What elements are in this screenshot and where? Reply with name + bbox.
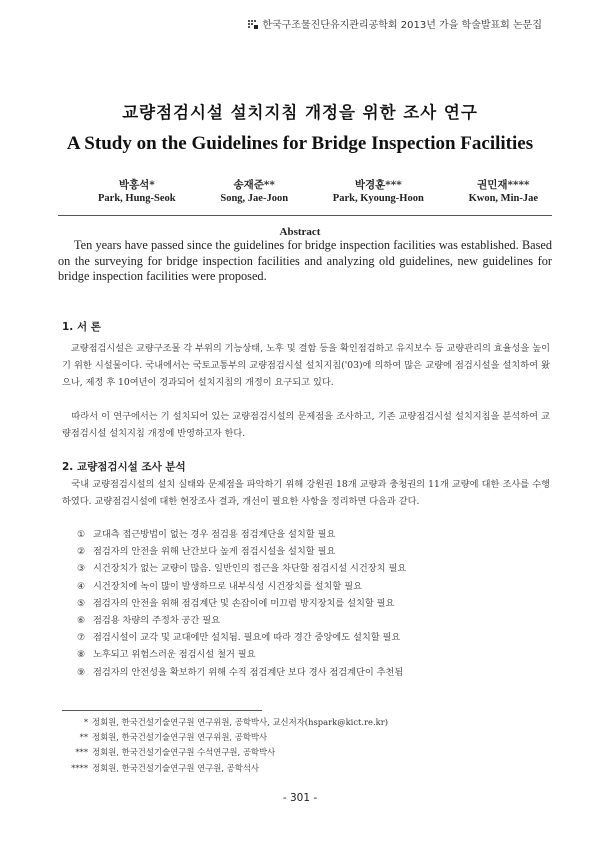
item-number: ③ (77, 563, 86, 575)
conference-mark-icon (248, 19, 258, 29)
author-name-english: Song, Jae-Joon (220, 193, 289, 204)
item-number: ⑦ (77, 632, 86, 644)
footnote-divider (62, 710, 262, 711)
footnote (62, 730, 388, 745)
paper-title-korean: 교량점검시설 설치지침 개정을 위한 조사 연구 (122, 103, 478, 122)
author (98, 177, 176, 204)
footnote (62, 715, 388, 730)
footnote-text: 정회원, 한국건설기술연구원 연구위원, 공학박사 (92, 732, 268, 743)
list-item (77, 646, 406, 663)
footnote-mark: * (83, 717, 88, 727)
running-title: 한국구조물진단유지관리공학회 2013년 가을 학술발표회 논문집 (262, 20, 542, 31)
list-item (77, 560, 406, 577)
author-name-english: Kwon, Min-Jae (468, 193, 538, 204)
running-header (248, 16, 542, 31)
author-name-korean: 송재준** (233, 179, 275, 191)
author-name-korean: 권민재**** (477, 179, 530, 191)
item-text: 점검자의 안전성을 확보하기 위해 수직 점검계단 보다 경사 점검계단이 추천됨 (93, 666, 404, 678)
intro-paragraph (62, 341, 550, 391)
author-name-english: Park, Kyoung-Hoon (332, 193, 424, 204)
footnote-text: 정회원, 한국건설기술연구원 수석연구원, 공학박사 (92, 747, 276, 758)
author-name-korean: 박경훈*** (354, 179, 402, 191)
abstract-heading: Abstract (279, 226, 321, 238)
list-item (77, 543, 406, 560)
item-text: 점검시설이 교각 및 교대에만 설치됨. 필요에 따라 경간 중앙에도 설치할 필요 (93, 632, 401, 644)
item-text: 시건장치가 없는 교량이 많음. 일반인의 접근을 차단할 점검시설 시건장치 필요 (93, 563, 407, 575)
footnote-text: 정회원, 한국건설기술연구원 연구원, 공학석사 (92, 762, 260, 773)
footnote (62, 761, 388, 776)
footnote-text: 정회원, 한국건설기술연구원 연구위원, 공학박사, 교신저자(hspark@kict.re.kr) (92, 717, 389, 727)
paragraph-text: 따라서 이 연구에서는 기 설치되어 있는 교량점검시설의 문제점을 조사하고, 기존 교량점검시설 설치지침을 분석하여 교량점검시설 설치지침 개정에 반영하고자 한다. (62, 411, 550, 439)
intro-paragraph (62, 409, 550, 443)
item-text: 시건장치에 녹이 많이 발생하므로 내부식성 시건장치를 설치할 필요 (93, 580, 362, 592)
item-text: 점검자의 안전을 위해 난간보다 높게 점검시설을 설치할 필요 (93, 546, 336, 558)
item-text: 교대측 접근방법이 없는 경우 점검용 점검계단을 설치할 필요 (93, 529, 336, 540)
item-text: 점검용 차량의 주정차 공간 필요 (93, 615, 221, 627)
section-heading-introduction: 1. 서 론 (62, 321, 101, 333)
footnote-list (62, 715, 388, 776)
item-number: ④ (77, 580, 86, 592)
item-number: ⑨ (77, 666, 86, 678)
section-heading-survey: 2. 교량점검시설 조사 분석 (62, 461, 186, 473)
author (333, 177, 424, 204)
abstract-body: Ten years have passed since the guidelines for bridge inspection facilities was established. Based on the surveying for bridge inspection facilities and analyzing old guidelines, new guidelines for bridge inspection facilities were proposed. (58, 238, 552, 283)
footnote-mark: **** (71, 762, 88, 773)
item-number: ② (77, 546, 86, 558)
paragraph-text: 국내 교량점검시설의 설치 실태와 문제점을 파악하기 위해 강원권 18개 교량과 충청권의 11개 교량에 대한 조사를 수행하였다. 교량점검시설에 대한 현장조사 결과, 개선이 필요한 사항을 정리하면 다음과 같다. (62, 479, 550, 507)
improvement-list (77, 526, 406, 681)
author-name-english: Park, Hung-Seok (98, 193, 176, 204)
item-number: ⑥ (77, 615, 86, 627)
footnote (62, 745, 388, 760)
author-name-korean: 박홍석* (118, 179, 155, 191)
author-list (98, 177, 538, 204)
list-item (77, 629, 406, 646)
survey-paragraph (62, 477, 550, 511)
author-divider (58, 215, 552, 216)
item-number: ⑧ (77, 649, 86, 661)
author (220, 177, 288, 204)
paper-title-english: A Study on the Guidelines for Bridge Inspection Facilities (66, 133, 534, 154)
footnote-mark: *** (75, 747, 88, 758)
list-item (77, 578, 406, 595)
list-item (77, 526, 406, 543)
list-item (77, 664, 406, 681)
list-item (77, 612, 406, 629)
page-number: - 301 - (282, 792, 318, 804)
item-text: 노후되고 위험스러운 점검시설 철거 필요 (93, 649, 256, 661)
footnote-mark: ** (79, 732, 88, 743)
item-number: ⑤ (77, 597, 86, 609)
item-number: ① (77, 529, 86, 540)
list-item (77, 595, 406, 612)
abstract-text (58, 238, 552, 285)
paragraph-text: 교량점검시설은 교량구조물 각 부위의 기능상태, 노후 및 결함 등을 확인점검하고 유지보수 등 교량관리의 효율성을 높이기 위한 시설물이다. 국내에서는 국토교통부의 교량점검시설 설치지침('03)에 의하여 많은 교량에 점검시설을 설치하여 왔으나, 제정 후 10여년이 경과되어 설치지침의 개정이 요구되고 있다. (62, 343, 550, 388)
item-text: 점검자의 안전을 위해 점검계단 및 손잡이에 미끄럼 방지장치를 설치할 필요 (93, 597, 395, 609)
author (469, 177, 538, 204)
